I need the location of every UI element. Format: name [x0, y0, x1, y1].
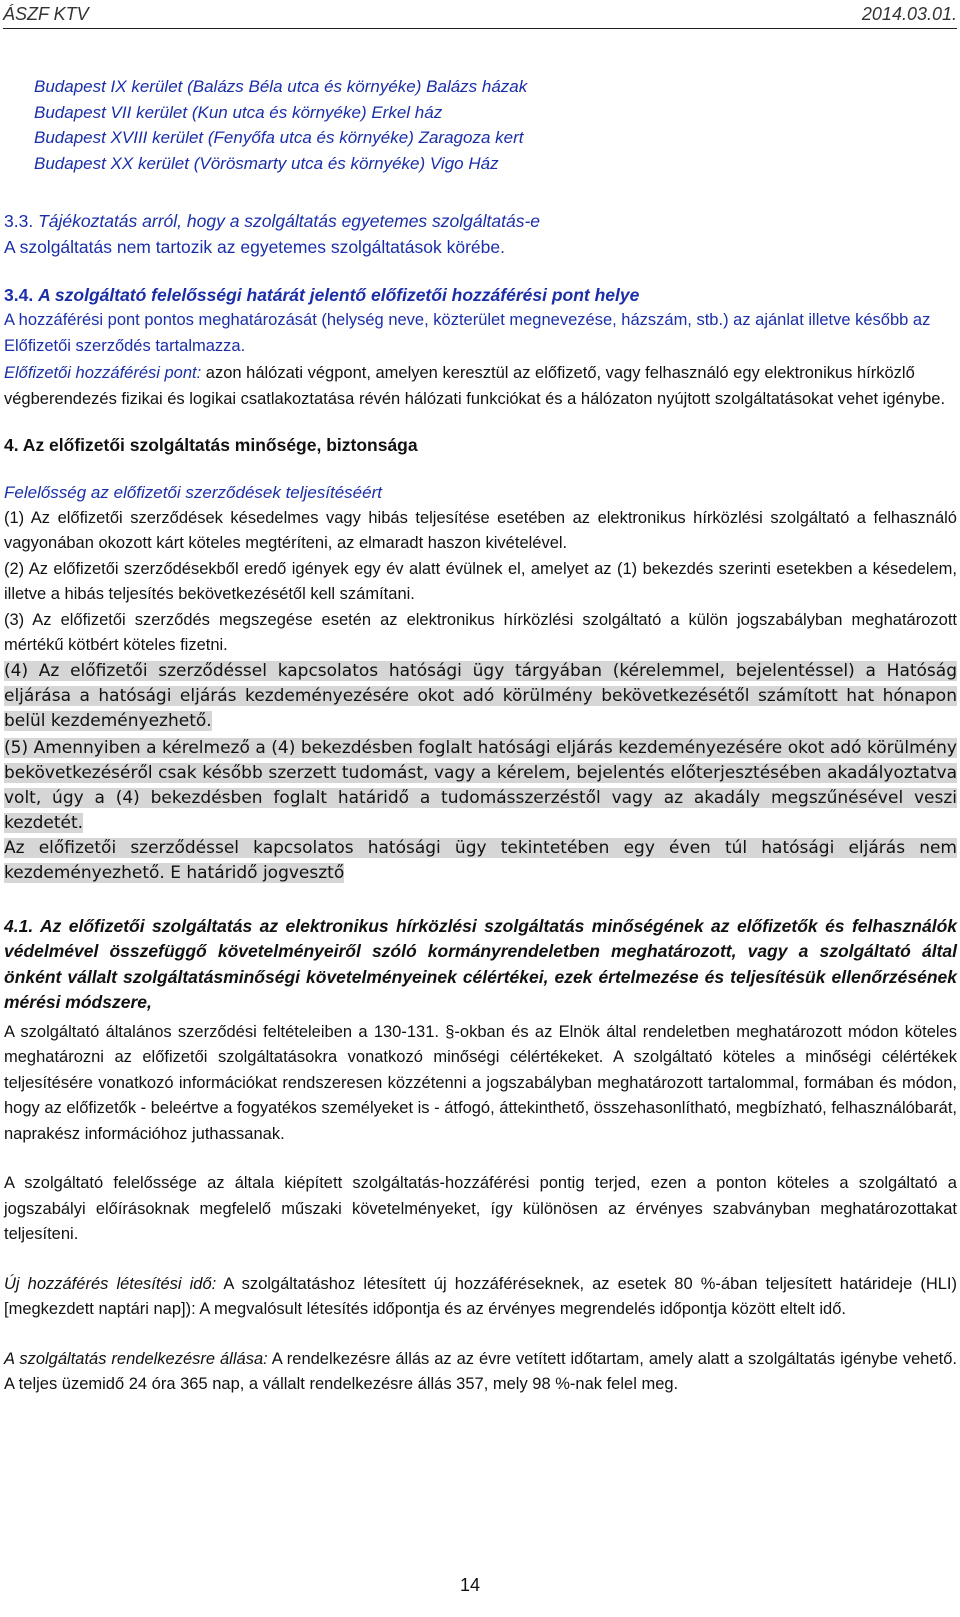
- highlighted-text: (4) Az előfizetői szerződéssel kapcsolatos hatósági ügy tárgyában (kérelemmel, bejelentéssel) a Hatóság eljárása a hatósági eljárás kezdeményezésére okot adó körülmény bekövetkezésétől számított hat hónapon belül kezdeményezhető.: [4, 660, 957, 731]
- location-list: [34, 74, 957, 176]
- paragraph-1: (1) Az előfizetői szerződések késedelmes vagy hibás teljesítése esetében az elektronikus hírközlési szolgáltató a felhasználó vagyonában okozott kárt köteles megtéríteni, az elmaradt haszon kivételével.: [4, 508, 957, 552]
- location-item: Budapest VII kerület (Kun utca és környéke) Erkel ház: [34, 102, 443, 122]
- paragraph-5: [4, 736, 957, 836]
- access-point-definition: [4, 361, 957, 412]
- location-item: Budapest XVIII kerület (Fenyőfa utca és környéke) Zaragoza kert: [34, 128, 524, 147]
- location-item: Budapest IX kerület (Balázs Béla utca és környéke) Balázs házak: [34, 77, 528, 96]
- definition-term: Előfizetői hozzáférési pont:: [4, 364, 202, 382]
- definition-text: azon hálózati végpont, amelyen keresztül az előfizető, vagy felhasználó egy elektronikus hírközlő végberendezés fizikai és logikai csatlakoztatása révén hálózati funkciókat és a hálózaton nyújtott szolgáltatásokat vehet igénybe.: [4, 364, 946, 408]
- highlighted-text: (5) Amennyiben a kérelmező a (4) bekezdésben foglalt hatósági eljárás kezdeményezésére okot adó körülmény bekövetkezéséről csak később szerzett tudomást, vagy a kérelem, bejelentés előterjesztésében akadályoztatva volt, úgy a (4) bekezdésben foglalt határidő a tudomásszerzéstől vagy az akadály megszűnésével veszi kezdetét.: [4, 737, 957, 833]
- page-header: [3, 4, 957, 29]
- section-4-1-title: 4.1. Az előfizetői szolgáltatás az elektronikus hírközlési szolgáltatás minőségének az előfizetők és felhasználók védelmével összefüggő követelményeiről szóló kormányrendeletben meghatározott, vagy a szolgáltató által önként vállalt szolgáltatásminőségi követelményeinek célértékei, ezek értelmezése és teljesítésük ellenőrzésének mérési módszere,: [4, 915, 957, 1012]
- section-3-3-text: A szolgáltatás nem tartozik az egyetemes szolgáltatások körébe.: [4, 237, 505, 257]
- section-4-title: 4. Az előfizetői szolgáltatás minősége, biztonsága: [4, 435, 418, 455]
- term-text: A szolgáltatáshoz létesített új hozzáféréseknek, az esetek 80 %-ában teljesített határideje (HLI) [megkezdett naptári nap]): A megvalósult létesítés időpontja és az érvényes megrendelés időpontja között eltelt idő.: [4, 1274, 957, 1318]
- section-3-4-heading: [4, 282, 957, 308]
- section-3-4-title: A szolgáltató felelősségi határát jelentő előfizetői hozzáférési pont helye: [38, 285, 640, 305]
- section-4-1: [4, 914, 957, 1398]
- section-3-4: [4, 282, 957, 412]
- location-item: Budapest XX kerület (Vörösmarty utca és környéke) Vigo Ház: [34, 153, 499, 173]
- section-4-1-paragraph-2: A szolgáltató felelőssége az általa kiépített szolgáltatás-hozzáférési pontig terjed, ezen a ponton köteles a szolgáltató a jogszabályi előírásoknak megfelelő műszaki követelményeket, így különösen az érvényes szabványban meghatározottakat teljesíteni.: [4, 1174, 957, 1243]
- section-4-1-paragraph-3: [4, 1272, 957, 1323]
- section-3-4-number: 3.4.: [4, 285, 34, 305]
- section-3-3-heading: [4, 208, 957, 234]
- section-3-3-number: 3.3.: [4, 211, 34, 231]
- term-text: A rendelkezésre állás az az évre vetített időtartam, amely alatt a szolgáltatás igénybe vehető. A teljes üzemidő 24 óra 365 nap, a vállalt rendelkezésre állás 357, mely 98 %-nak felel meg.: [4, 1349, 957, 1393]
- section-3-3-title: Tájékoztatás arról, hogy a szolgáltatás egyetemes szolgáltatás-e: [38, 211, 541, 231]
- page-number: 14: [459, 1575, 481, 1595]
- term-label: Új hozzáférés létesítési idő:: [4, 1274, 217, 1293]
- paragraph-3: (3) Az előfizetői szerződés megszegése esetén az elektronikus hírközlési szolgáltató a külön jogszabályban meghatározott mértékű kötbért köteles fizetni.: [4, 610, 957, 654]
- section-4: [4, 432, 957, 886]
- paragraph-2: (2) Az előfizetői szerződésekből eredő igények egy év alatt évülnek el, amelyet az (1) bekezdés szerinti esetekben a késedelem, illetve a hibás teljesítés bekövetkezésétől kell számítani.: [4, 559, 957, 603]
- section-4-1-paragraph-1: A szolgáltató általános szerződési feltételeiben a 130-131. §-okban és az Elnök által rendeletben meghatározott módon köteles meghatározni az előfizetői szolgáltatásokra vonatkozó minőségi célértékeket. A szolgáltató köteles a minőségi célértékek teljesítésére vonatkozó információkat rendszeresen közzétenni a jogszabályban meghatározott tartalommal, formában és módon, hogy az előfizetők - beleértve a fogyatékos személyeket is - átfogó, áttekinthető, összehasonlítható, megbízható, felhasználóbarát, naprakész információhoz juthassanak.: [4, 1022, 957, 1143]
- paragraph-6: [4, 836, 957, 886]
- section-3-3: [4, 208, 957, 260]
- term-label: A szolgáltatás rendelkezésre állása:: [4, 1349, 268, 1368]
- header-date: 2014.03.01.: [861, 4, 957, 24]
- section-3-4-text: A hozzáférési pont pontos meghatározását (helység neve, közterület megnevezése, házszám, stb.) az ajánlat illetve később az Előfizetői szerződés tartalmazza.: [4, 311, 931, 355]
- header-title: ÁSZF KTV: [3, 4, 89, 24]
- section-4-1-paragraph-4: [4, 1347, 957, 1398]
- highlighted-text: Az előfizetői szerződéssel kapcsolatos hatósági ügy tekintetében egy éven túl hatósági eljárás nem kezdeményezhető. E határidő jogvesztő: [4, 837, 957, 883]
- page-content: [4, 44, 957, 1398]
- section-4-subtitle: Felelősség az előfizetői szerződések teljesítéséért: [4, 483, 382, 502]
- paragraph-4: [4, 659, 957, 734]
